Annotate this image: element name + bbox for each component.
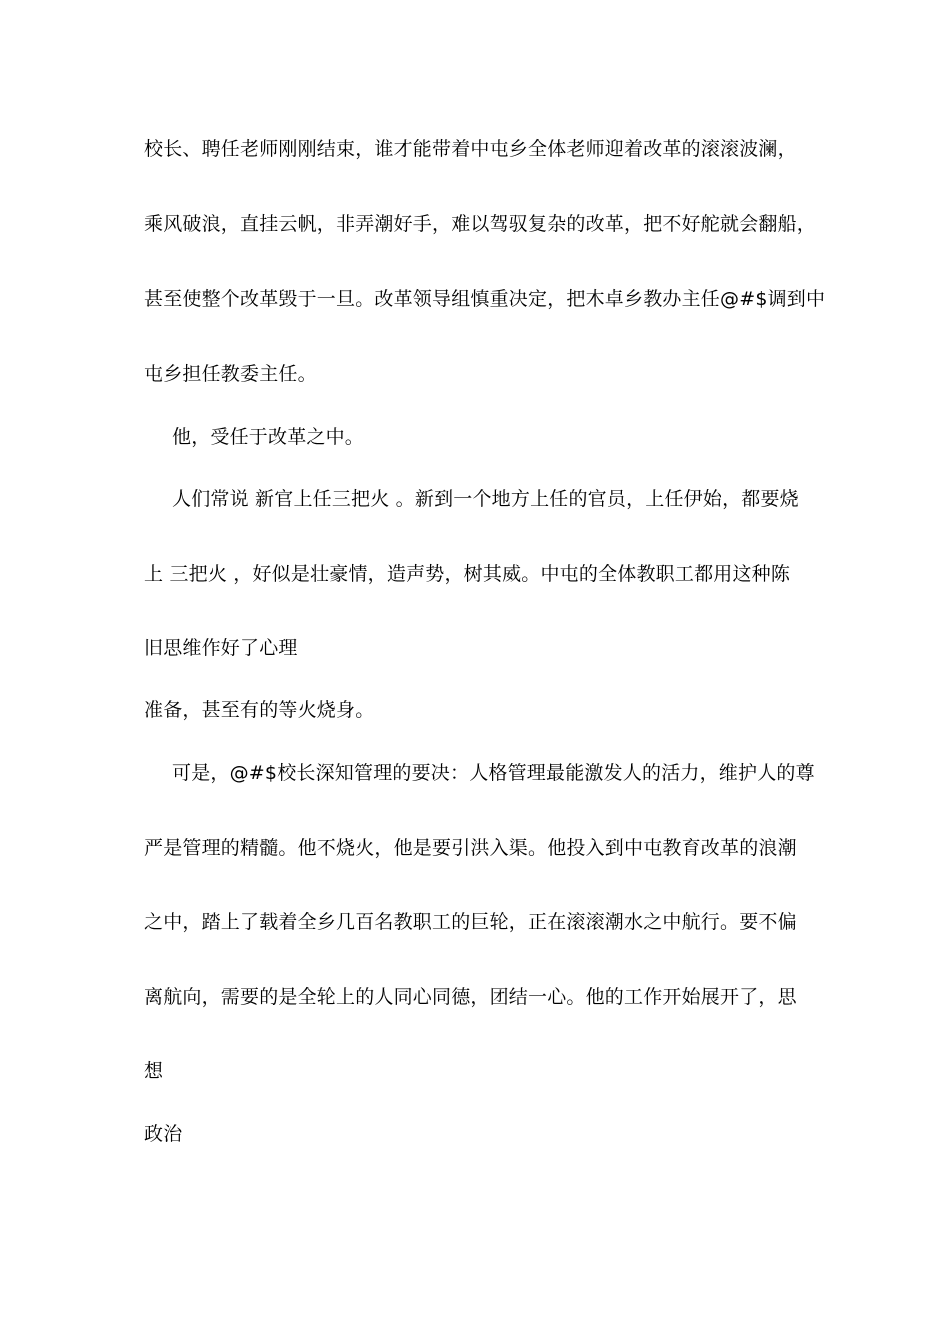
text-line: 校长、聘任老师刚刚结束，谁才能带着中屯乡全体老师迎着改革的滚滚波澜， (144, 138, 797, 160)
text-line: 离航向，需要的是全轮上的人同心同德，团结一心。他的工作开始展开了，思 (144, 986, 797, 1008)
text-line: 甚至使整个改革毁于一旦。改革领导组慎重决定，把木卓乡教办主任@#$调到中 (144, 288, 826, 310)
text-line: 准备，甚至有的等火烧身。 (144, 699, 375, 721)
text-line: 旧思维作好了心理 (144, 637, 298, 659)
text-line: 乘风破浪，直挂云帆，非弄潮好手，难以驾驭复杂的改革，把不好舵就会翻船， (144, 213, 817, 235)
paragraph-start-line: 他，受任于改革之中。 (172, 426, 365, 448)
text-line: 政治 (144, 1123, 183, 1145)
text-line: 上 三把火 ，好似是壮豪情，造声势，树其威。中屯的全体教职工都用这种陈 (144, 563, 791, 585)
text-line: 严是管理的精髓。他不烧火，他是要引洪入渠。他投入到中屯教育改革的浪潮 (144, 837, 797, 859)
text-line: 之中，踏上了载着全乡几百名教职工的巨轮，正在滚滚潮水之中航行。要不偏 (144, 911, 797, 933)
paragraph-start-line: 人们常说 新官上任三把火 。新到一个地方上任的官员，上任伊始，都要烧 (172, 488, 799, 510)
text-line: 想 (144, 1060, 164, 1082)
paragraph-start-line: 可是，@#$校长深知管理的要决：人格管理最能激发人的活力，维护人的尊 (172, 762, 815, 784)
text-line: 屯乡担任教委主任。 (144, 363, 317, 385)
